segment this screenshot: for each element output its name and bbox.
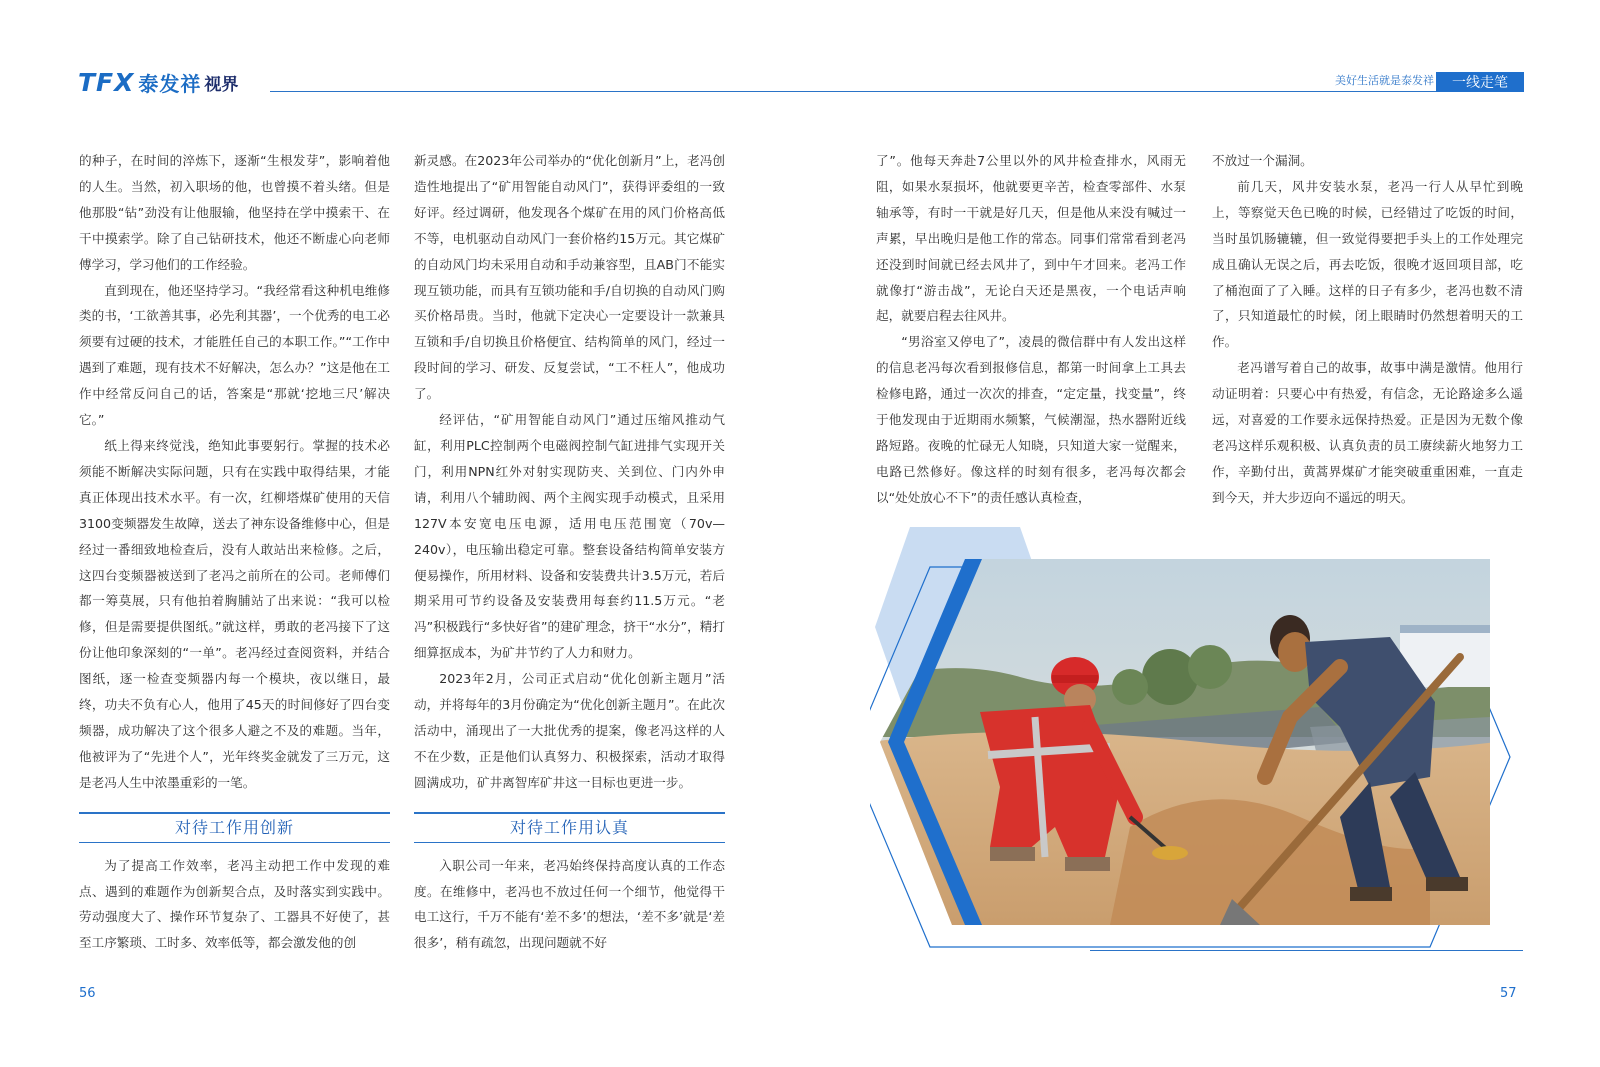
page-number-right: 57 [1500, 986, 1517, 1001]
header-slogan: 美好生活就是泰发祥 [1335, 74, 1434, 87]
section-heading-diligence [414, 812, 725, 843]
heading-rule-bottom [414, 842, 725, 843]
paragraph: 经评估，“矿用智能自动风门”通过压缩风推动气缸，利用PLC控制两个电磁阀控制气缸进排气实现开关门，利用NPN红外对射实现防夹、关到位、门内外申请，利用八个辅助阀、两个主阀实现手动模式，且采用127V本安宽电压电源，适用电压范围宽（70v—240v），电压输出稳定可靠。整套设备结构简单安装方便易操作，所用材料、设备和安装费共计3.5万元，若后期采用可节约设备及安装费用每套约11.5万元。“老冯”积极践行“多快好省”的建矿理念，挤干“水分”，精打细算抠成本，为矿井节约了人力和财力。 [414, 412, 725, 661]
section-tag: 一线走笔 [1436, 72, 1524, 92]
logo-brand-cn: 泰发祥 [138, 71, 202, 96]
paragraph: 老冯谱写着自己的故事，故事中满是激情。他用行动证明着：只要心中有热爱，有信念，无论路途多么遥远，对喜爱的工作要永远保持热爱。正是因为无数个像老冯这样乐观积极、认真负责的员工赓续薪火地努力工作，辛勤付出，黄蒿界煤矿才能突破重重困难，一直走到今天，并大步迈向不遥远的明天。 [1212, 360, 1523, 505]
heading-rule-bottom [79, 842, 390, 843]
paragraph: 直到现在，他还坚持学习。“我经常看这种机电维修类的书，‘工欲善其事，必先利其器’，一个优秀的电工必须要有过硬的技术，才能胜任自己的本职工作。”“工作中遇到了难题，现有技术不好解决，怎么办？”这是他在工作中经常反问自己的话，答案是“那就‘挖地三尺’解决它。” [79, 282, 390, 428]
paragraph: 纸上得来终觉浅，绝知此事要躬行。掌握的技术必须能不断解决实际问题，只有在实践中取得结果，才能真正体现出技术水平。有一次，红柳塔煤矿使用的天信3100变频器发生故障，送去了神东设备维修中心，但是经过一番细致地检查后，没有人敢站出来检修。之后，这四台变频器被送到了老冯之前所在的公司。老师傅们都一筹莫展，只有他拍着胸脯站了出来说：“我可以检修，但是需要提供图纸。”就这样，勇敢的老冯接下了这份让他印象深刻的“一单”。老冯经过查阅资料，并结合图纸，逐一检查变频器内每一个模块，夜以继日，最终，功夫不负有心人，他用了45天的时间修好了四台变频器，成功解决了这个很多人避之不及的难题。当年，他被评为了“先进个人”，光年终奖金就发了三万元，这是老冯人生中浓墨重彩的一笔。 [79, 437, 390, 790]
text-column-4 [1212, 148, 1523, 511]
paragraph: 新灵感。在2023年公司举办的“优化创新月”上，老冯创造性地提出了“矿用智能自动风门”，获得评委组的一致好评。经过调研，他发现各个煤矿在用的风门价格高低不等，电机驱动自动风门一套价格约15万元。其它煤矿的自动风门均未采用自动和手动兼容型，且AB门不能实现互锁功能，而具有互锁功能和手/自切换的自动风门购买价格昂贵。当时，他就下定决心一定要设计一款兼具互锁和手/自切换且价格便宜、结构简单的风门，经过一段时间的学习、研发、反复尝试，“工不枉人”，他成功了。 [414, 153, 725, 402]
paragraph: 入职公司一年来，老冯始终保持高度认真的工作态度。在维修中，老冯也不放过任何一个细节，他觉得干电工这行，千万不能有‘差不多’的想法，‘差不多’就是‘差很多’，稍有疏忽，出现问题就不好 [414, 857, 725, 951]
section-heading: 对待工作用创新 [174, 817, 294, 837]
section-heading: 对待工作用认真 [509, 817, 629, 837]
text-column-1 [79, 148, 390, 956]
magazine-logo [78, 67, 238, 97]
paragraph: 不放过一个漏洞。 [1212, 153, 1313, 168]
section-heading-innovation [79, 812, 390, 843]
text-column-2 [414, 148, 725, 956]
logo-latin: TFX [78, 67, 135, 97]
workers-digging-photo-icon [870, 527, 1530, 957]
paragraph: 为了提高工作效率，老冯主动把工作中发现的难点、遇到的难题作为创新契合点，及时落实到实践中。劳动强度大了、操作环节复杂了、工器具不好使了，甚至工序繁琐、工时多、效率低等，都会激发他的创 [79, 857, 390, 951]
paragraph: 的种子，在时间的淬炼下，逐渐“生根发芽”，影响着他的人生。当然，初入职场的他，也曾摸不着头绪。但是他那股“钻”劲没有让他服输，他坚持在学中摸索干、在干中摸索学。除了自己钻研技术，他还不断虚心向老师傅学习，学习他们的工作经验。 [79, 153, 390, 272]
logo-suffix: 视界 [204, 74, 239, 95]
paragraph: “男浴室又停电了”，凌晨的微信群中有人发出这样的信息老冯每次看到报修信息，都第一时间拿上工具去检修电路，通过一次次的排查，“定定量，找变量”，终于他发现由于近期雨水频繁，气候潮湿，热水器附近线路短路。夜晚的忙碌无人知晓，只知道大家一觉醒来，电路已然修好。像这样的时刻有很多，老冯每次都会以“处处放心不下”的责任感认真检查， [876, 334, 1186, 505]
header-rule [270, 91, 1523, 92]
paragraph: 前几天，风井安装水泵，老冯一行人从早忙到晚上，等察觉天色已晚的时候，已经错过了吃饭的时间，当时虽饥肠辘辘，但一致觉得要把手头上的工作处理完成且确认无误之后，再去吃饭，很晚才返回项目部，吃了桶泡面了了入睡。这样的日子有多少，老冯也数不清了，只知道最忙的时候，闭上眼睛时仍然想着明天的工作。 [1212, 178, 1523, 350]
photo-bottom-rule [1090, 950, 1523, 951]
text-column-3 [876, 148, 1186, 511]
paragraph: 2023年2月，公司正式启动“优化创新主题月”活动，并将每年的3月份确定为“优化创新主题月”。在此次活动中，涌现出了一大批优秀的提案，像老冯这样的人不在少数，正是他们认真努力、积极探索，活动才取得圆满成功，矿井离智库矿井这一目标也更进一步。 [414, 671, 725, 790]
paragraph: 了”。他每天奔赴7公里以外的风井检查排水，风雨无阻，如果水泵损坏，他就要更辛苦，检查零部件、水泵轴承等，有时一干就是好几天，但是他从来没有喊过一声累，早出晚归是他工作的常态。同事们常常看到老冯还没到时间就已经去风井了，到中午才回来。老冯工作就像打“游击战”，无论白天还是黑夜，一个电话声响起，就要启程去往风井。 [876, 153, 1186, 324]
feature-photo-frame [870, 527, 1530, 957]
page-number-left: 56 [79, 986, 96, 1001]
